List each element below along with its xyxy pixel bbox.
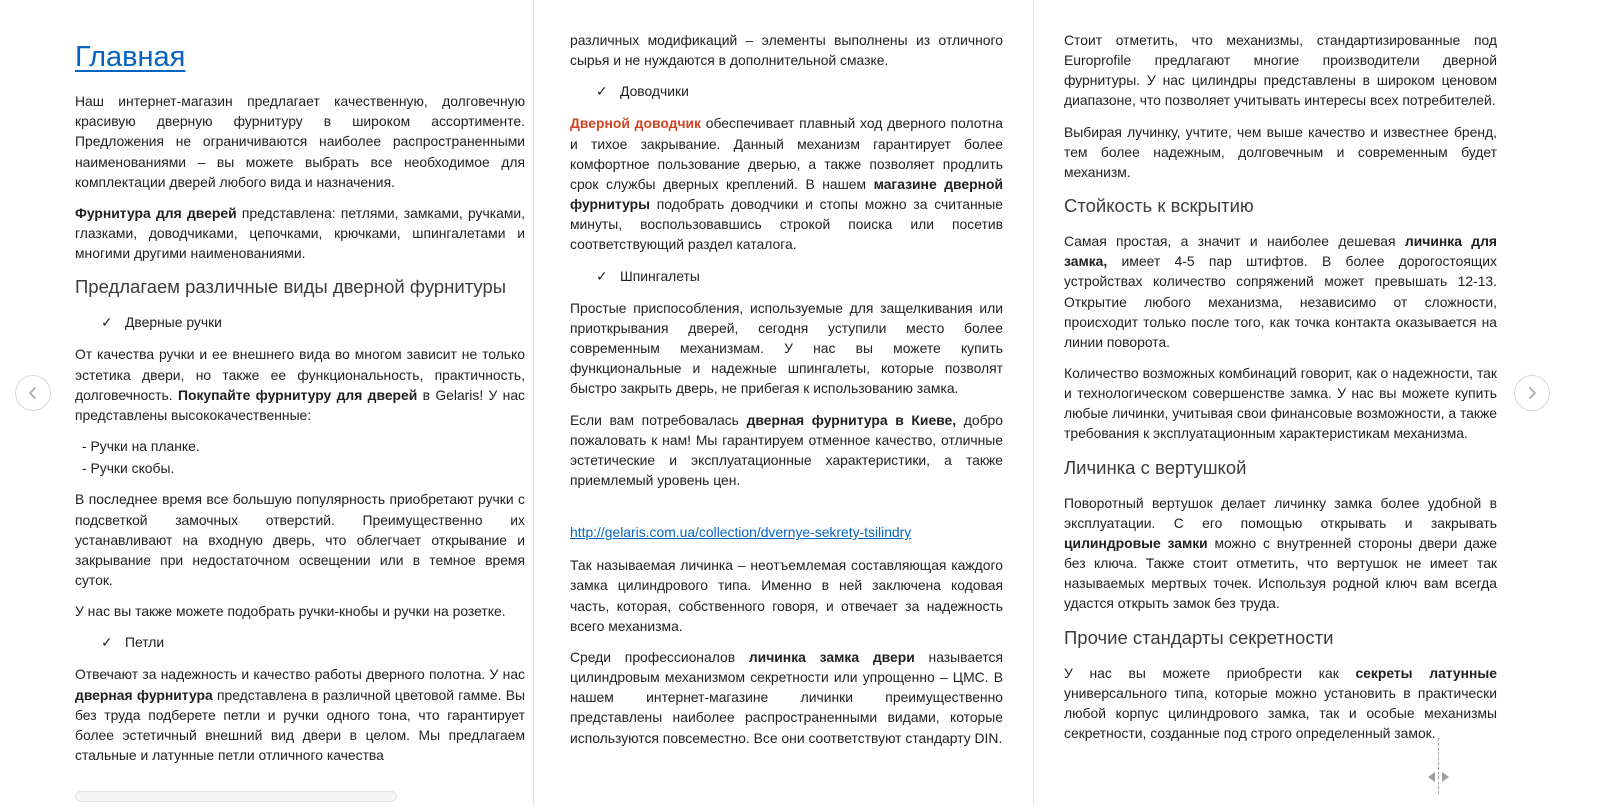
paragraph: различных модификаций – элементы выполнены из отличного сырья и не нуждаются в дополнительной смазке. (570, 32, 1003, 69)
paragraph: Дверной доводчик обеспечивает плавный ход дверного полотна и тихое закрывание. Данный механизм гарантирует более комфортное пользование дверью, а также позволяет продлить срок службы дверных креплений. В нашем магазине дверной фурнитуры подобрать доводчики и стопы можно за считанные минуты, воспользовавшись строкой поиска или посетив соответствующий раздел каталога. (570, 115, 1003, 253)
paragraph: Стоит отметить, что механизмы, стандартизированные под Europrofile предлагают многие производители дверной фурнитуры. У нас цилиндры представлены в широком ценовом диапазоне, что позволяет учитывать интересы всех потребителей. (1064, 32, 1497, 109)
paragraph: Наш интернет-магазин предлагает качественную, долговечную красивую дверную фурнитуру в широком ассортименте. Предложения не ограничиваются наиболее распространенными наименованиями – вы можете выбрать все необходимое для комплектации дверей любого вида и назначения. (75, 93, 525, 190)
bullet-label: Доводчики (620, 83, 689, 100)
text-column-2 (570, 30, 1003, 759)
list-item: - Ручки скобы. (82, 460, 175, 477)
bullet-label: Петли (125, 634, 165, 651)
checked-list-item (75, 632, 525, 652)
left-triangle-icon (1428, 772, 1435, 782)
paragraph: Отвечают за надежность и качество работы дверного полотна. У нас дверная фурнитура представлена в различной цветовой гамме. Вы без труда подберете петли и ручки одного тона, что гарантирует более эстетичный внешний вид двери в целом. Мы предлагаем стальные и латунные петли отличного качества (75, 666, 525, 764)
column-width-resize-handle[interactable] (1420, 738, 1456, 794)
paragraph: Самая простая, а значит и наиболее дешевая личинка для замка, имеет 4-5 пар штифтов. В более дорогостоящих устройствах количество сопряжений может превышать 12-13. Открытие любого механизма, независимо от сложности, происходит только после того, как точка контакта оказывается на линии поворота. (1064, 233, 1498, 350)
text-column-1 (75, 36, 525, 776)
paragraph: Простые приспособления, используемые для защелкивания или приоткрывания дверей, сегодня уступили место более современным механизмам. У нас вы можете купить функциональные и надежные шпингалеты, которые позволят быстро закрыть дверь, не прибегая к использованию замка. (570, 299, 1003, 397)
paragraph: Если вам потребовалась дверная фурнитура в Киеве, добро пожаловать к нам! Мы гарантируем отменное качество, отличные эстетические и эксплуатационные характеристики, а также приемлемый уровень цен. (570, 411, 1003, 488)
section-heading-pick-resistance: Стойкость к вскрытию (1064, 195, 1254, 217)
text-column-3 (1064, 30, 1497, 754)
list-item: - Ручки на планке. (82, 438, 200, 455)
chevron-left-icon (26, 386, 40, 400)
bullet-label: Шпингалеты (620, 267, 700, 284)
paragraph: Фурнитура для дверей представлена: петлями, замками, ручками, глазками, доводчиками, цепочками, крючками, шпингалетами и многими другими наименованиями. (75, 204, 525, 262)
horizontal-scrollbar-thumb[interactable] (75, 791, 397, 802)
section-heading-other-standards: Прочие стандарты секретности (1064, 626, 1334, 648)
paragraph: У нас вы также можете подобрать ручки-кнобы и ручки на розетке. (75, 603, 506, 620)
checkmark-icon: ✓ (101, 634, 113, 651)
checkmark-icon: ✓ (101, 314, 113, 331)
bullet-label: Дверные ручки (125, 314, 222, 331)
right-triangle-icon (1442, 772, 1449, 782)
checked-list-item (570, 266, 1003, 286)
column-divider (1033, 0, 1034, 806)
paragraph: От качества ручки и ее внешнего вида во многом зависит не только эстетика двери, но также ее функциональность, практичность, долговечность. Покупайте фурнитуру для дверей в Gelaris! У нас представлены высококачественные: (75, 346, 526, 423)
paragraph: Поворотный вертушок делает личинку замка более удобной в эксплуатации. С его помощью открывать и закрывать цилиндровые замки можно с внутренней стороны двери даже без ключа. Также стоит отметить, что вертушок не имеет так называемых мертвых точек. Используя родной ключ вам всегда удастся открыть замок без труда. (1064, 494, 1497, 612)
paragraph: В последнее время все большую популярность приобретают ручки с подсветкой замочных отверстий. Преимущественно их устанавливают на входную дверь, что облегчает открывание и закрывание при недостаточном освещении или в темное время суток. (75, 491, 525, 588)
catalog-hyperlink[interactable]: http://gelaris.com.ua/collection/dvernye-sekrety-tsilindry (570, 524, 912, 541)
section-heading-thumbturn-cylinder: Личинка с вертушкой (1064, 456, 1247, 478)
checked-list-item (570, 81, 1003, 101)
paragraph-with-link (570, 522, 1003, 542)
checked-list-item (75, 312, 525, 332)
document-title: Главная (75, 41, 186, 73)
paragraph: Так называемая личинка – неотъемлемая составляющая каждого замка цилиндрового типа. Именно в ней заключена кодовая часть, которая, собственного говоря, и отвечает за надежность всего механизма. (570, 557, 1003, 634)
paragraph: Среди профессионалов личинка замка двери называется цилиндровым механизмом секретности или упрощенно – ЦМС. В нашем интернет-магазине личинки преимущественно представлены наиболее распространенными видами, которые используются повсеместно. Все они соответствуют стандарту DIN. (570, 648, 1003, 746)
section-heading-door-hardware-types: Предлагаем различные виды дверной фурнитуры (75, 276, 507, 298)
checkmark-icon: ✓ (596, 267, 608, 284)
next-page-button[interactable] (1514, 375, 1550, 411)
previous-page-button[interactable] (15, 375, 51, 411)
chevron-right-icon (1525, 386, 1539, 400)
paragraph: У нас вы можете приобрести как секреты латунные универсального типа, которые можно установить в практически любой корпус цилиндрового замка, так и особые механизмы секретности, созданные под строго определенный замок. (1064, 664, 1497, 741)
paragraph: Количество возможных комбинаций говорит, как о надежности, так и технологическом совершенстве замка. У нас вы можете купить любые личинки, учитывая свои финансовые возможности, а также требования к эксплуатационным характеристикам механизма. (1064, 365, 1497, 442)
dashed-line-icon (1438, 738, 1439, 794)
dash-list (75, 436, 525, 478)
paragraph: Выбирая лучинку, учтите, чем выше качество и известнее бренд, тем более надежным, долговечным и современным будет механизм. (1064, 123, 1497, 180)
checkmark-icon: ✓ (596, 83, 608, 100)
column-divider (533, 0, 534, 806)
